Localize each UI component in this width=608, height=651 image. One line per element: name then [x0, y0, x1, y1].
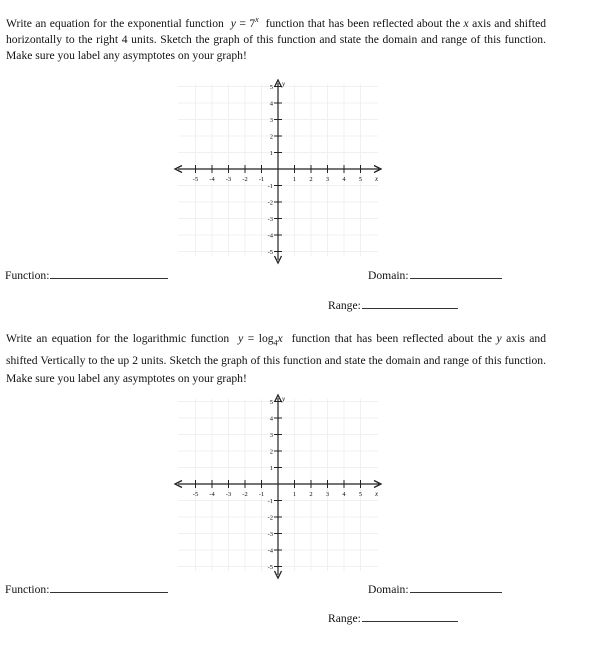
problem-1-domain-field[interactable] [368, 268, 502, 282]
x-tick-label: -4 [209, 176, 215, 183]
x-tick-label: 3 [325, 176, 330, 183]
problem-1-eq-equals: = [239, 16, 246, 30]
x-tick-label: -3 [225, 491, 232, 498]
problem-2-coordinate-grid[interactable] [172, 393, 384, 585]
y-tick-label: 3 [269, 117, 273, 124]
problem-1-prompt [6, 12, 546, 64]
y-tick-label: 3 [269, 432, 273, 439]
y-tick-label: 1 [269, 150, 273, 157]
y-tick-label: -2 [267, 514, 273, 522]
x-tick-label: -5 [192, 176, 199, 183]
problem-2-eq-lhs: y [238, 332, 244, 345]
y-tick-label: -4 [267, 232, 273, 240]
problem-1-rest-axis: x [463, 16, 469, 30]
problem-1-range-blank[interactable] [362, 298, 458, 309]
problem-1-range-label: Range: [328, 299, 361, 312]
y-tick-label: -5 [267, 564, 273, 571]
y-tick-label: -4 [267, 547, 273, 555]
problem-1-eq-base: 7 [249, 16, 256, 30]
x-tick-label: -3 [225, 176, 232, 183]
problem-1-function-field[interactable] [5, 268, 168, 282]
x-tick-label: -2 [242, 491, 248, 498]
y-tick-label: 5 [269, 84, 273, 91]
problem-1-function-label: Function: [5, 269, 50, 282]
problem-2-eq-equals: = [247, 332, 255, 345]
problem-1-eq-lhs: y [230, 16, 236, 30]
y-tick-label: -1 [267, 183, 273, 190]
y-tick-label: 4 [269, 100, 273, 108]
problem-1-rest-a: function that has been reflected about the [265, 16, 461, 30]
problem-1-coordinate-grid[interactable] [172, 78, 384, 270]
problem-2-domain-label: Domain: [368, 583, 409, 596]
problem-2-intro: Write an equation for the logarithmic function [6, 332, 230, 345]
y-tick-label: -3 [267, 531, 273, 538]
problem-1-rest-b: axis and shifted horizontally to the right 4 units. Sketch the graph of this function and state the domain and range of this function. Make sure you label any asymptotes on your graph! [6, 16, 547, 62]
y-tick-label: 2 [269, 133, 273, 141]
problem-1-eq-exponent: x [255, 15, 259, 24]
x-axis-label: x [375, 490, 379, 498]
y-tick-label: 1 [269, 465, 273, 472]
problem-2-range-blank[interactable] [362, 611, 458, 622]
x-tick-label: 2 [309, 176, 313, 183]
problem-2-rest-b: axis and shifted Vertically to the up 2 units. Sketch the graph of this function and state the domain and range of this function. Make sure you label any asymptotes on your graph! [6, 332, 547, 386]
problem-2-rest-axis: y [496, 332, 502, 345]
problem-2-rest-a: function that has been reflected about the [291, 332, 493, 345]
problem-1-function-blank[interactable] [50, 268, 168, 279]
problem-2-eq-base: 4 [273, 338, 278, 348]
problem-1-domain-blank[interactable] [410, 268, 502, 279]
y-tick-label: -2 [267, 199, 273, 207]
y-axis-label: y [282, 395, 286, 403]
problem-1-range-field[interactable] [328, 298, 458, 312]
x-tick-label: 2 [309, 491, 313, 498]
x-tick-label: -4 [209, 491, 215, 498]
problem-2-function-blank[interactable] [50, 582, 168, 593]
x-tick-label: 5 [358, 491, 363, 498]
x-tick-label: 4 [342, 176, 346, 183]
problem-2-domain-field[interactable] [368, 582, 502, 596]
problem-2-eq-fn: log [258, 332, 274, 345]
x-tick-label: 1 [292, 491, 297, 498]
x-tick-label: 4 [342, 491, 346, 498]
x-tick-label: 3 [325, 491, 330, 498]
y-tick-label: -3 [267, 216, 273, 223]
x-tick-label: 5 [358, 176, 363, 183]
y-tick-label: -1 [267, 498, 273, 505]
problem-1-domain-label: Domain: [368, 269, 409, 282]
problem-2-prompt [6, 330, 546, 388]
x-tick-label: -5 [192, 491, 199, 498]
x-tick-label: 1 [292, 176, 297, 183]
y-tick-label: 5 [269, 399, 273, 406]
problem-2-function-label: Function: [5, 583, 50, 596]
problem-2-function-field[interactable] [5, 582, 168, 596]
problem-2-range-field[interactable] [328, 611, 458, 625]
problem-2-eq-arg: x [277, 332, 283, 345]
x-axis-label: x [375, 175, 379, 183]
x-tick-label: -1 [258, 491, 265, 498]
problem-2-range-label: Range: [328, 612, 361, 625]
x-tick-label: -1 [258, 176, 265, 183]
y-axis-label: y [282, 80, 286, 88]
x-tick-label: -2 [242, 176, 248, 183]
y-tick-label: -5 [267, 249, 273, 256]
y-tick-label: 4 [269, 415, 273, 423]
problem-2-domain-blank[interactable] [410, 582, 502, 593]
problem-1-intro: Write an equation for the exponential function [6, 16, 224, 30]
y-tick-label: 2 [269, 448, 273, 456]
